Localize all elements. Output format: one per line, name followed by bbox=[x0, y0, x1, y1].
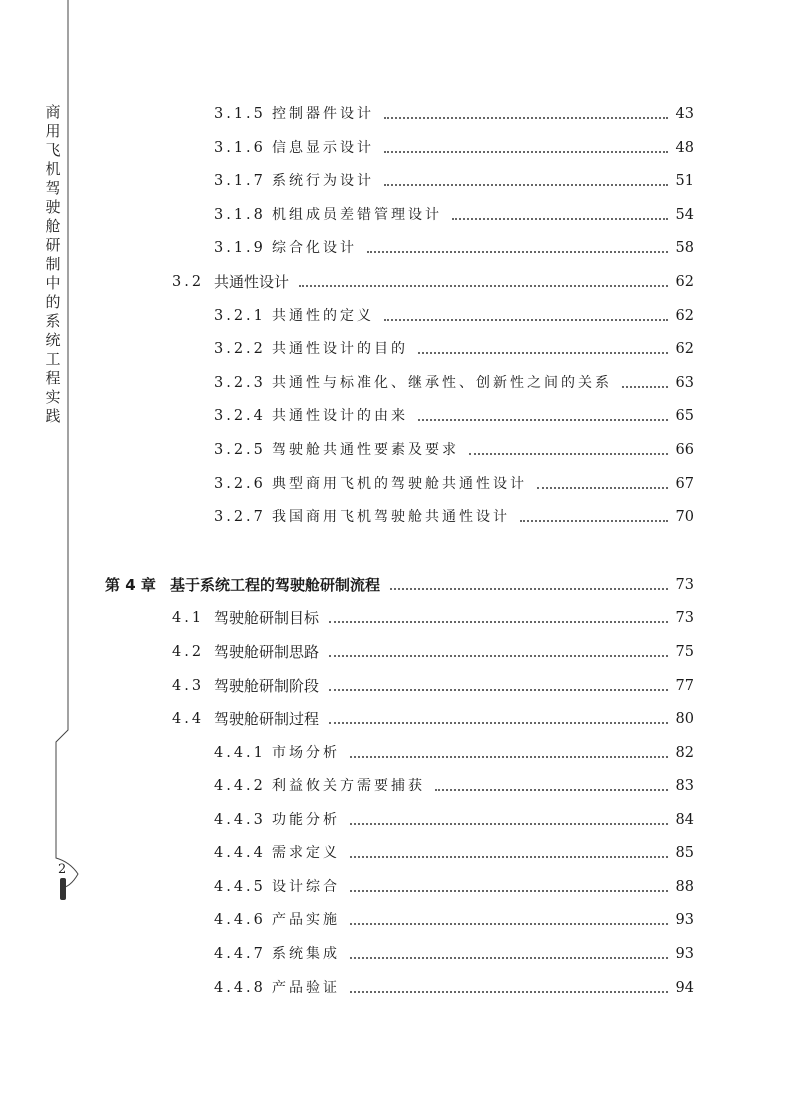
toc-entry bbox=[0, 943, 800, 965]
toc-entry-page: 58 bbox=[675, 240, 694, 256]
toc-entry bbox=[0, 675, 800, 697]
dot-leader bbox=[329, 689, 668, 691]
dot-leader bbox=[390, 588, 668, 590]
toc-entry-page: 88 bbox=[675, 879, 694, 895]
toc-entry-title: 共通性设计的目的 bbox=[272, 341, 408, 357]
toc-entry bbox=[0, 204, 800, 226]
toc-entry-page: 73 bbox=[675, 610, 694, 626]
toc-entry-page: 94 bbox=[675, 980, 694, 996]
toc-entry-title: 市场分析 bbox=[272, 745, 340, 761]
toc-chapter-entry bbox=[0, 574, 800, 596]
toc-entry-page: 63 bbox=[675, 375, 694, 391]
toc-entry-title: 驾驶舱研制阶段 bbox=[214, 677, 320, 695]
dot-leader bbox=[384, 184, 668, 186]
toc-entry-page: 66 bbox=[675, 442, 694, 458]
toc-entry-title: 设计综合 bbox=[272, 879, 340, 895]
toc-entry-number: 4.4 bbox=[172, 711, 205, 727]
dot-leader bbox=[622, 386, 668, 388]
toc-entry-page: 62 bbox=[675, 308, 694, 324]
toc-entry bbox=[0, 607, 800, 629]
toc-entry-number: 4.4.6 bbox=[214, 912, 266, 928]
toc-entry-title: 驾驶舱研制思路 bbox=[214, 643, 320, 661]
dot-leader bbox=[350, 756, 668, 758]
toc-entry-page: 84 bbox=[675, 812, 694, 828]
toc-entry bbox=[0, 338, 800, 360]
toc-entry-title: 信息显示设计 bbox=[272, 140, 374, 156]
toc-entry-number: 3.2.2 bbox=[214, 341, 266, 357]
toc-entry-title: 共通性设计的由来 bbox=[272, 408, 408, 424]
toc-entry bbox=[0, 405, 800, 427]
toc-entry-page: 54 bbox=[675, 207, 694, 223]
toc-entry-number: 4.4.1 bbox=[214, 745, 266, 761]
toc-entry-title: 我国商用飞机驾驶舱共通性设计 bbox=[272, 509, 510, 525]
toc-entry-title: 共通性的定义 bbox=[272, 308, 374, 324]
toc-entry bbox=[0, 909, 800, 931]
toc-entry-title: 系统行为设计 bbox=[272, 173, 374, 189]
dot-leader bbox=[418, 419, 668, 421]
page-number: 2 bbox=[58, 862, 67, 877]
toc-entry-title: 系统集成 bbox=[272, 946, 340, 962]
toc-entry-title: 共通性设计 bbox=[214, 273, 290, 291]
toc-entry-number: 3.2.6 bbox=[214, 476, 266, 492]
toc-entry bbox=[0, 506, 800, 528]
toc-entry-title: 驾驶舱研制目标 bbox=[214, 609, 320, 627]
book-title-vertical: 商用飞机驾驶舱研制中的系统工程实践 bbox=[45, 103, 61, 425]
toc-entry-title: 驾驶舱研制过程 bbox=[214, 710, 320, 728]
toc-entry-title: 驾驶舱共通性要素及要求 bbox=[272, 442, 459, 458]
toc-entry bbox=[0, 742, 800, 764]
toc-entry bbox=[0, 237, 800, 259]
toc-entry-page: 93 bbox=[675, 912, 694, 928]
toc-entry-number: 3.2.4 bbox=[214, 408, 266, 424]
toc-entry bbox=[0, 170, 800, 192]
dot-leader bbox=[452, 218, 668, 220]
toc-entry-page: 62 bbox=[675, 274, 694, 290]
toc-entry-number: 3.2.5 bbox=[214, 442, 266, 458]
toc-entry-number: 3.1.7 bbox=[214, 173, 266, 189]
toc-entry-page: 82 bbox=[675, 745, 694, 761]
dot-leader bbox=[384, 117, 668, 119]
toc-entry-title: 控制器件设计 bbox=[272, 106, 374, 122]
dot-leader bbox=[418, 352, 668, 354]
dot-leader bbox=[350, 823, 668, 825]
toc-entry-page: 80 bbox=[675, 711, 694, 727]
toc-entry-title: 功能分析 bbox=[272, 812, 340, 828]
dot-leader bbox=[537, 487, 668, 489]
toc-entry-number: 4.1 bbox=[172, 610, 205, 626]
toc-entry-title: 需求定义 bbox=[272, 845, 340, 861]
dot-leader bbox=[520, 520, 668, 522]
toc-entry bbox=[0, 372, 800, 394]
toc-entry bbox=[0, 876, 800, 898]
toc-entry-number: 3.1.8 bbox=[214, 207, 266, 223]
toc-entry bbox=[0, 641, 800, 663]
toc-entry bbox=[0, 809, 800, 831]
toc-entry-number: 4.4.5 bbox=[214, 879, 266, 895]
toc-entry-number: 4.4.3 bbox=[214, 812, 266, 828]
dot-leader bbox=[469, 453, 668, 455]
toc-entry-number: 3.1.5 bbox=[214, 106, 266, 122]
toc-entry-title: 综合化设计 bbox=[272, 240, 357, 256]
toc-entry-number: 4.2 bbox=[172, 644, 205, 660]
toc-entry-number: 3.1.6 bbox=[214, 140, 266, 156]
dot-leader bbox=[350, 856, 668, 858]
toc-entry bbox=[0, 103, 800, 125]
dot-leader bbox=[329, 722, 668, 724]
toc-entry-number: 3.2.3 bbox=[214, 375, 266, 391]
dot-leader bbox=[350, 923, 668, 925]
toc-entry-number: 3.1.9 bbox=[214, 240, 266, 256]
toc-entry-page: 77 bbox=[675, 678, 694, 694]
toc-entry bbox=[0, 775, 800, 797]
toc-entry-title: 典型商用飞机的驾驶舱共通性设计 bbox=[272, 476, 527, 492]
toc-entry bbox=[0, 842, 800, 864]
dot-leader bbox=[329, 621, 668, 623]
toc-entry bbox=[0, 708, 800, 730]
toc-entry-page: 43 bbox=[675, 106, 694, 122]
toc-entry-title: 产品实施 bbox=[272, 912, 340, 928]
dot-leader bbox=[384, 319, 668, 321]
toc-entry bbox=[0, 305, 800, 327]
toc-entry-number: 4.4.2 bbox=[214, 778, 266, 794]
toc-entry-title: 产品验证 bbox=[272, 980, 340, 996]
dot-leader bbox=[367, 251, 668, 253]
toc-entry-number: 第 4 章 bbox=[105, 576, 156, 594]
toc-entry bbox=[0, 473, 800, 495]
toc-entry-page: 83 bbox=[675, 778, 694, 794]
toc-entry bbox=[0, 271, 800, 293]
toc-entry-number: 3.2 bbox=[172, 274, 205, 290]
dot-leader bbox=[435, 789, 668, 791]
toc-entry-number: 4.4.7 bbox=[214, 946, 266, 962]
toc-entry-title: 机组成员差错管理设计 bbox=[272, 207, 442, 223]
toc-entry-page: 85 bbox=[675, 845, 694, 861]
toc-entry bbox=[0, 977, 800, 999]
toc-entry-title: 共通性与标准化、继承性、创新性之间的关系 bbox=[272, 375, 612, 391]
toc-entry bbox=[0, 439, 800, 461]
dot-leader bbox=[384, 151, 668, 153]
toc-entry-number: 3.2.7 bbox=[214, 509, 266, 525]
toc-entry-page: 62 bbox=[675, 341, 694, 357]
toc-entry-page: 51 bbox=[675, 173, 694, 189]
toc-entry-page: 93 bbox=[675, 946, 694, 962]
toc-entry-page: 67 bbox=[675, 476, 694, 492]
toc-entry-number: 3.2.1 bbox=[214, 308, 266, 324]
dot-leader bbox=[350, 890, 668, 892]
toc-entry-page: 75 bbox=[675, 644, 694, 660]
toc-entry-page: 65 bbox=[675, 408, 694, 424]
toc-entry-page: 70 bbox=[675, 509, 694, 525]
toc-entry-title: 利益攸关方需要捕获 bbox=[272, 778, 425, 794]
dot-leader bbox=[329, 655, 668, 657]
dot-leader bbox=[299, 285, 668, 287]
dot-leader bbox=[350, 991, 668, 993]
toc-entry-number: 4.3 bbox=[172, 678, 205, 694]
toc-entry-page: 73 bbox=[675, 577, 694, 593]
toc-entry bbox=[0, 137, 800, 159]
dot-leader bbox=[350, 957, 668, 959]
toc-entry-number: 4.4.8 bbox=[214, 980, 266, 996]
toc-entry-page: 48 bbox=[675, 140, 694, 156]
toc-entry-title: 基于系统工程的驾驶舱研制流程 bbox=[170, 576, 381, 594]
toc-entry-number: 4.4.4 bbox=[214, 845, 266, 861]
